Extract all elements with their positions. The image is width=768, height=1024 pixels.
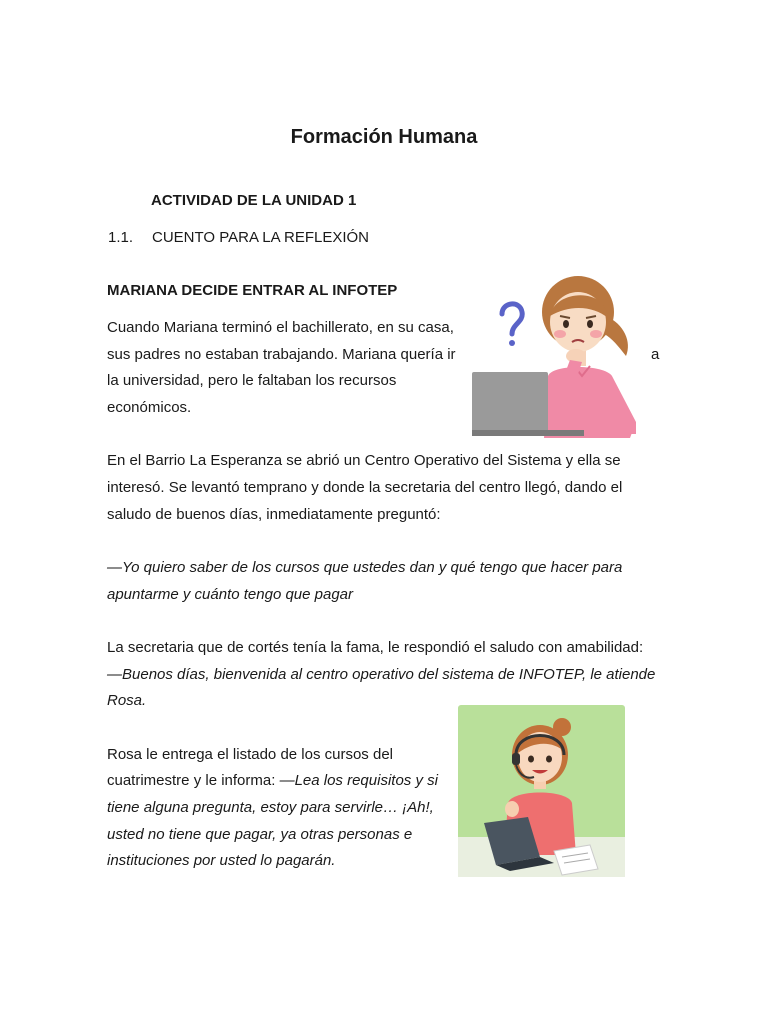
paragraph-4-line-2: —Buenos días, bienvenida al centro operativo del sistema de INFOTEP, le atiende (107, 666, 656, 683)
paragraph-2-line-3: saludo de buenos días, inmediatamente preguntó: (107, 506, 441, 523)
paragraph-4-line-3: Rosa. (107, 692, 147, 709)
secretary-illustration (458, 705, 625, 877)
paragraph-5-line-2-italic: —Lea los requisitos y si (279, 772, 438, 789)
confused-girl-illustration (466, 272, 644, 438)
paragraph-1-line-2-end: a (651, 346, 660, 363)
activity-heading: ACTIVIDAD DE LA UNIDAD 1 (151, 192, 357, 209)
paragraph-2-line-1: En el Barrio La Esperanza se abrió un Centro Operativo del Sistema y ella se (107, 452, 621, 469)
paragraph-1-line-2: sus padres no estaban trabajando. Mariana quería ir (107, 346, 456, 363)
paragraph-3-line-2: apuntarme y cuánto tengo que pagar (107, 586, 354, 603)
paragraph-5-line-4: usted no tiene que pagar, ya otras personas e (107, 826, 413, 843)
paragraph-1-line-3: la universidad, pero le faltaban los recursos (107, 372, 397, 389)
paragraph-3-line-1: —Yo quiero saber de los cursos que ustedes dan y qué tengo que hacer para (107, 559, 623, 576)
paragraph-4-line-1: La secretaria que de cortés tenía la fama, le respondió el saludo con amabilidad: (107, 639, 644, 656)
paragraph-2-line-2: interesó. Se levantó temprano y donde la secretaria del centro llegó, dando el (107, 479, 623, 496)
paragraph-5-line-1: Rosa le entrega el listado de los cursos del (107, 746, 393, 763)
story-title: MARIANA DECIDE ENTRAR AL INFOTEP (107, 282, 398, 299)
section-number: 1.1. (108, 229, 134, 246)
paragraph-1-line-4: económicos. (107, 399, 192, 416)
page-title: Formación Humana (290, 126, 478, 148)
question-mark-icon (502, 304, 522, 346)
paragraph-5-line-5: instituciones por usted lo pagarán. (107, 852, 336, 869)
paragraph-1-line-1: Cuando Mariana terminó el bachillerato, en su casa, (107, 319, 454, 336)
paragraph-5-line-2 (107, 772, 438, 790)
section-title: CUENTO PARA LA REFLEXIÓN (152, 229, 370, 246)
paragraph-5-line-2-normal: cuatrimestre y le informa: (107, 772, 280, 789)
paragraph-5-line-3: tiene alguna pregunta, estoy para servirle… ¡Ah!, (107, 799, 434, 816)
